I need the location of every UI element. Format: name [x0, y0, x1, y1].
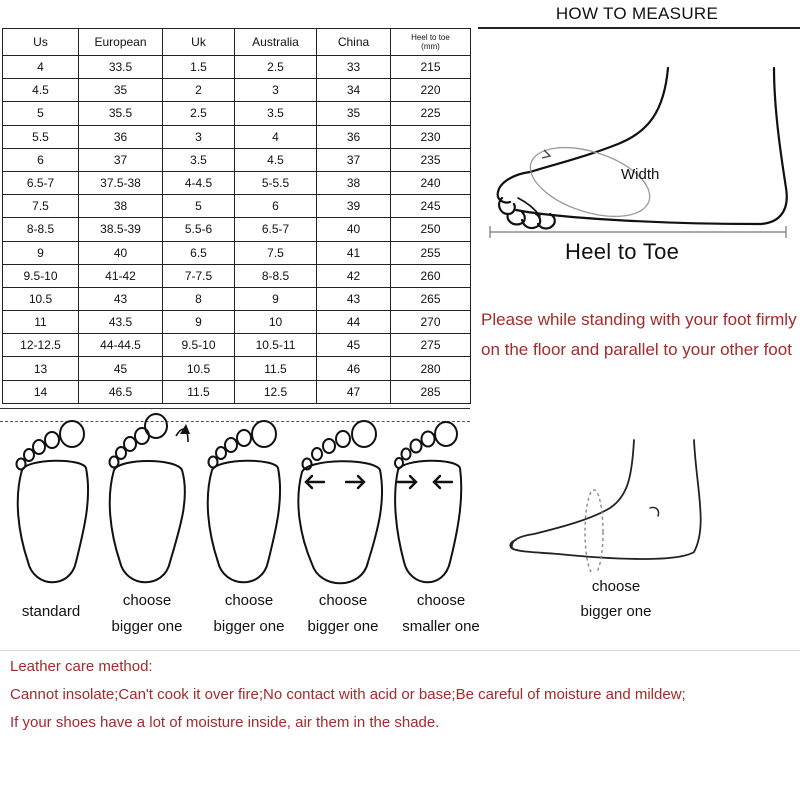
table-row [3, 264, 471, 287]
header-heel-to-toe-label: Heel to toe [411, 33, 450, 42]
table-row [3, 334, 471, 357]
cell-uk: 5 [163, 195, 235, 218]
cell-us: 10.5 [3, 287, 79, 310]
ankle-bone-mark [650, 507, 659, 516]
cell-australia: 4 [235, 125, 317, 148]
table-row [3, 102, 471, 125]
measuring-instruction: Please while standing with your foot firmly on the floor and parallel to your other foot [481, 310, 797, 359]
cell-china: 36 [317, 125, 391, 148]
cell-china: 41 [317, 241, 391, 264]
wide-foot-outline [294, 412, 388, 598]
caption-standard: standard [21, 603, 81, 620]
cell-china: 35 [317, 102, 391, 125]
leather-care-section [0, 650, 800, 801]
cell-european: 35 [79, 79, 163, 102]
cell-uk: 11.5 [163, 380, 235, 403]
cell-heel-to-toe-mm: 225 [391, 102, 471, 125]
caption-narrow [388, 588, 494, 640]
cell-uk: 2 [163, 79, 235, 102]
header-australia: Australia [235, 29, 317, 56]
cell-us: 5 [3, 102, 79, 125]
cell-australia: 7.5 [235, 241, 317, 264]
caption-bigger-one: bigger one [307, 618, 379, 635]
cell-heel-to-toe-mm: 270 [391, 311, 471, 334]
foot-side-view-illustration [478, 32, 800, 247]
cell-heel-to-toe-mm: 220 [391, 79, 471, 102]
cell-australia: 8-8.5 [235, 264, 317, 287]
caption-bigger-one: bigger one [111, 618, 183, 635]
cell-european: 46.5 [79, 380, 163, 403]
caption-choose: choose [416, 592, 466, 609]
header-european: European [79, 29, 163, 56]
cell-china: 40 [317, 218, 391, 241]
profile-heel-sole-line [512, 440, 701, 559]
arrow-out-right-icon [346, 476, 364, 488]
cell-heel-to-toe-mm: 245 [391, 195, 471, 218]
standard-foot-outline [8, 412, 96, 598]
cell-us: 8-8.5 [3, 218, 79, 241]
cell-heel-to-toe-mm: 230 [391, 125, 471, 148]
header-unit: (mm) [421, 42, 440, 51]
cell-china: 33 [317, 56, 391, 79]
cell-uk: 10.5 [163, 357, 235, 380]
title-underline [478, 27, 800, 29]
instep-measure-ellipse [585, 490, 603, 572]
cell-us: 11 [3, 311, 79, 334]
size-table-body [3, 56, 471, 404]
cell-china: 44 [317, 311, 391, 334]
cell-european: 40 [79, 241, 163, 264]
table-row [3, 56, 471, 79]
cell-heel-to-toe-mm: 275 [391, 334, 471, 357]
bunion-foot-outline [102, 412, 198, 598]
cell-european: 38 [79, 195, 163, 218]
cell-china: 39 [317, 195, 391, 218]
table-row [3, 148, 471, 171]
cell-european: 43.5 [79, 311, 163, 334]
cell-australia: 3.5 [235, 102, 317, 125]
profile-instep-line [512, 440, 634, 548]
table-row [3, 241, 471, 264]
cell-uk: 1.5 [163, 56, 235, 79]
cell-china: 34 [317, 79, 391, 102]
cell-uk: 3.5 [163, 148, 235, 171]
header-uk: Uk [163, 29, 235, 56]
cell-european: 41-42 [79, 264, 163, 287]
cell-european: 44-44.5 [79, 334, 163, 357]
header-heel-to-toe [391, 29, 471, 56]
cell-european: 37.5-38 [79, 171, 163, 194]
table-row [3, 311, 471, 334]
cell-china: 42 [317, 264, 391, 287]
cell-heel-to-toe-mm: 240 [391, 171, 471, 194]
cell-uk: 7-7.5 [163, 264, 235, 287]
arrow-in-right-icon [434, 476, 452, 488]
cell-european: 45 [79, 357, 163, 380]
narrow-foot-outline [388, 412, 470, 598]
cell-us: 4.5 [3, 79, 79, 102]
cell-china: 38 [317, 171, 391, 194]
how-to-measure-title: HOW TO MEASURE [555, 4, 719, 23]
caption-smaller-one: smaller one [402, 618, 480, 635]
cell-heel-to-toe-mm: 250 [391, 218, 471, 241]
cell-australia: 10 [235, 311, 317, 334]
cell-china: 37 [317, 148, 391, 171]
cell-european: 36 [79, 125, 163, 148]
cell-china: 45 [317, 334, 391, 357]
cell-european: 35.5 [79, 102, 163, 125]
cell-heel-to-toe-mm: 235 [391, 148, 471, 171]
cell-uk: 2.5 [163, 102, 235, 125]
header-china: China [317, 29, 391, 56]
size-chart-table [2, 28, 471, 404]
leather-care-line-2: If your shoes have a lot of moisture inside, air them in the shade. [10, 714, 440, 731]
cell-us: 12-12.5 [3, 334, 79, 357]
cell-us: 9.5-10 [3, 264, 79, 287]
cell-heel-to-toe-mm: 255 [391, 241, 471, 264]
normal-width-foot-outline [200, 412, 288, 598]
cell-australia: 6.5-7 [235, 218, 317, 241]
cell-australia: 5-5.5 [235, 171, 317, 194]
table-row [3, 218, 471, 241]
heel-to-toe-label: Heel to Toe [565, 239, 680, 264]
foot-sole-heel-line [516, 68, 787, 224]
cell-heel-to-toe-mm: 280 [391, 357, 471, 380]
arrow-out-left-icon [306, 476, 324, 488]
cell-uk: 4-4.5 [163, 171, 235, 194]
cell-european: 33.5 [79, 56, 163, 79]
cell-european: 37 [79, 148, 163, 171]
cell-heel-to-toe-mm: 265 [391, 287, 471, 310]
cell-uk: 6.5 [163, 241, 235, 264]
cell-australia: 12.5 [235, 380, 317, 403]
table-row [3, 171, 471, 194]
caption-bigger-one: bigger one [213, 618, 285, 635]
arrow-in-left-icon [398, 476, 416, 488]
caption-instep [560, 574, 672, 624]
section-divider [0, 408, 470, 409]
cell-us: 7.5 [3, 195, 79, 218]
cell-australia: 9 [235, 287, 317, 310]
width-label: Width [621, 166, 660, 183]
cell-us: 5.5 [3, 125, 79, 148]
cell-us: 13 [3, 357, 79, 380]
foot-profile-instep-illustration [498, 436, 708, 572]
cell-european: 38.5-39 [79, 218, 163, 241]
caption-bunion [100, 588, 194, 640]
table-header-row [3, 29, 471, 56]
table-row [3, 195, 471, 218]
caption-choose: choose [318, 592, 368, 609]
cell-australia: 10.5-11 [235, 334, 317, 357]
table-row [3, 357, 471, 380]
caption-normal [202, 588, 296, 640]
cell-australia: 6 [235, 195, 317, 218]
cell-uk: 5.5-6 [163, 218, 235, 241]
cell-uk: 8 [163, 287, 235, 310]
cell-heel-to-toe-mm: 260 [391, 264, 471, 287]
caption-instep-bigger-one: bigger one [580, 603, 652, 620]
cell-australia: 11.5 [235, 357, 317, 380]
cell-china: 46 [317, 357, 391, 380]
cell-us: 4 [3, 56, 79, 79]
cell-china: 43 [317, 287, 391, 310]
cell-uk: 3 [163, 125, 235, 148]
table-row [3, 287, 471, 310]
cell-heel-to-toe-mm: 215 [391, 56, 471, 79]
cell-european: 43 [79, 287, 163, 310]
leather-care-line-1: Cannot insolate;Can't cook it over fire;No contact with acid or base;Be careful of moisture and mildew; [10, 686, 686, 703]
caption-choose: choose [122, 592, 172, 609]
cell-us: 6.5-7 [3, 171, 79, 194]
cell-uk: 9.5-10 [163, 334, 235, 357]
table-row [3, 125, 471, 148]
cell-us: 9 [3, 241, 79, 264]
cell-uk: 9 [163, 311, 235, 334]
table-row [3, 79, 471, 102]
cell-heel-to-toe-mm: 285 [391, 380, 471, 403]
cell-australia: 3 [235, 79, 317, 102]
cell-china: 47 [317, 380, 391, 403]
caption-wide [296, 588, 390, 640]
caption-choose: choose [224, 592, 274, 609]
caption-instep-choose: choose [591, 578, 641, 595]
cell-australia: 2.5 [235, 56, 317, 79]
leather-care-title: Leather care method: [10, 658, 153, 675]
table-row [3, 380, 471, 403]
cell-us: 14 [3, 380, 79, 403]
cell-us: 6 [3, 148, 79, 171]
header-us: Us [3, 29, 79, 56]
cell-australia: 4.5 [235, 148, 317, 171]
